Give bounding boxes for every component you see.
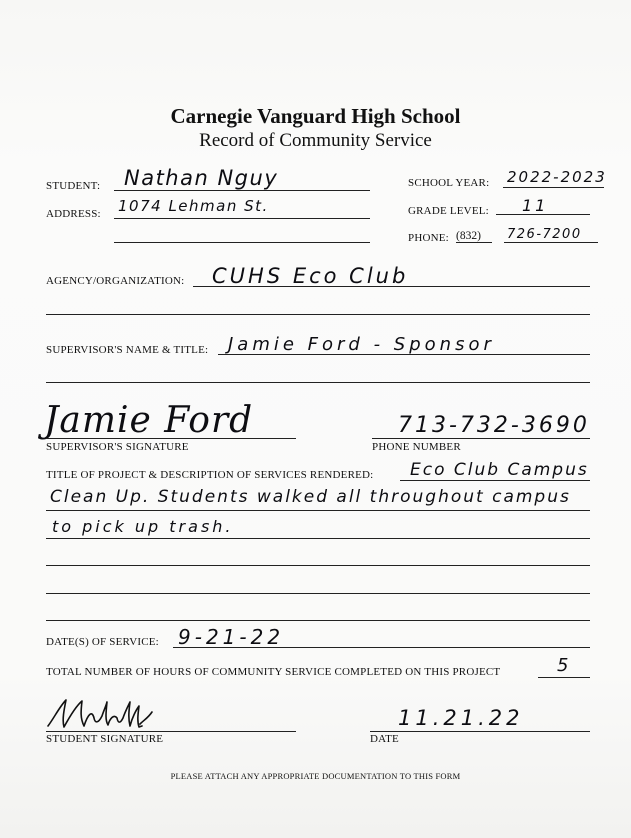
phone-number-line xyxy=(504,242,598,243)
supervisor-name-value[interactable]: Jamie Ford - Sponsor xyxy=(228,334,495,355)
supervisor-phone-line xyxy=(372,438,590,439)
dates-of-service-value[interactable]: 9-21-22 xyxy=(178,625,285,649)
grade-level-label: GRADE LEVEL: xyxy=(408,205,489,217)
project-value-line-1[interactable]: Eco Club Campus xyxy=(410,460,589,480)
project-line-1 xyxy=(400,480,590,481)
phone-area-value[interactable]: (832) xyxy=(456,230,481,242)
supervisor-name-line-2 xyxy=(46,382,590,383)
footer-note: PLEASE ATTACH ANY APPROPRIATE DOCUMENTATION TO THIS FORM xyxy=(170,771,461,781)
student-name-value[interactable]: Nathan Nguy xyxy=(124,166,279,190)
address-line-1 xyxy=(114,218,370,219)
project-label: TITLE OF PROJECT & DESCRIPTION OF SERVICES RENDERED: xyxy=(46,469,374,481)
agency-line-2 xyxy=(46,314,590,315)
student-label: STUDENT: xyxy=(46,180,101,192)
student-signature-label: STUDENT SIGNATURE xyxy=(46,733,164,745)
supervisor-phone-value[interactable]: 713-732-3690 xyxy=(398,413,590,438)
total-hours-line xyxy=(538,677,590,678)
project-line-3 xyxy=(46,538,590,539)
date-value[interactable]: 11.21.22 xyxy=(398,706,524,730)
phone-number-label: PHONE NUMBER xyxy=(372,441,461,453)
supervisor-signature-line xyxy=(46,438,296,439)
student-signature-line xyxy=(46,731,296,732)
date-line xyxy=(370,731,590,732)
project-line-6 xyxy=(46,620,590,621)
project-line-2 xyxy=(46,510,590,511)
agency-value[interactable]: CUHS Eco Club xyxy=(212,264,409,288)
phone-area-line xyxy=(456,242,492,243)
supervisor-signature-label: SUPERVISOR'S SIGNATURE xyxy=(46,441,189,453)
dates-of-service-label: DATE(S) OF SERVICE: xyxy=(46,636,159,648)
school-year-label: SCHOOL YEAR: xyxy=(408,177,490,189)
grade-level-value[interactable]: 11 xyxy=(522,196,549,215)
project-line-4 xyxy=(46,565,590,566)
project-value-line-2[interactable]: Clean Up. Students walked all throughout campus xyxy=(50,487,571,507)
school-name: Carnegie Vanguard High School xyxy=(170,104,461,128)
date-label: DATE xyxy=(370,733,399,745)
phone-label: PHONE: xyxy=(408,232,449,244)
total-hours-value[interactable]: 5 xyxy=(557,655,570,676)
student-line xyxy=(114,190,370,191)
school-year-line xyxy=(503,187,604,188)
address-label: ADDRESS: xyxy=(46,208,101,220)
address-line-2 xyxy=(114,242,370,243)
project-line-5 xyxy=(46,593,590,594)
phone-number-value[interactable]: 726-7200 xyxy=(507,227,582,242)
supervisor-signature[interactable]: Jamie Ford xyxy=(44,400,254,441)
project-value-line-3[interactable]: to pick up trash. xyxy=(52,517,234,536)
agency-label: AGENCY/ORGANIZATION: xyxy=(46,275,185,287)
student-signature[interactable] xyxy=(44,696,164,732)
address-value[interactable]: 1074 Lehman St. xyxy=(118,197,269,215)
school-year-value[interactable]: 2022-2023 xyxy=(507,168,607,186)
total-hours-label: TOTAL NUMBER OF HOURS OF COMMUNITY SERVICE COMPLETED ON THIS PROJECT xyxy=(46,666,501,678)
supervisor-name-label: SUPERVISOR'S NAME & TITLE: xyxy=(46,344,209,356)
form-title: Record of Community Service xyxy=(199,130,432,151)
